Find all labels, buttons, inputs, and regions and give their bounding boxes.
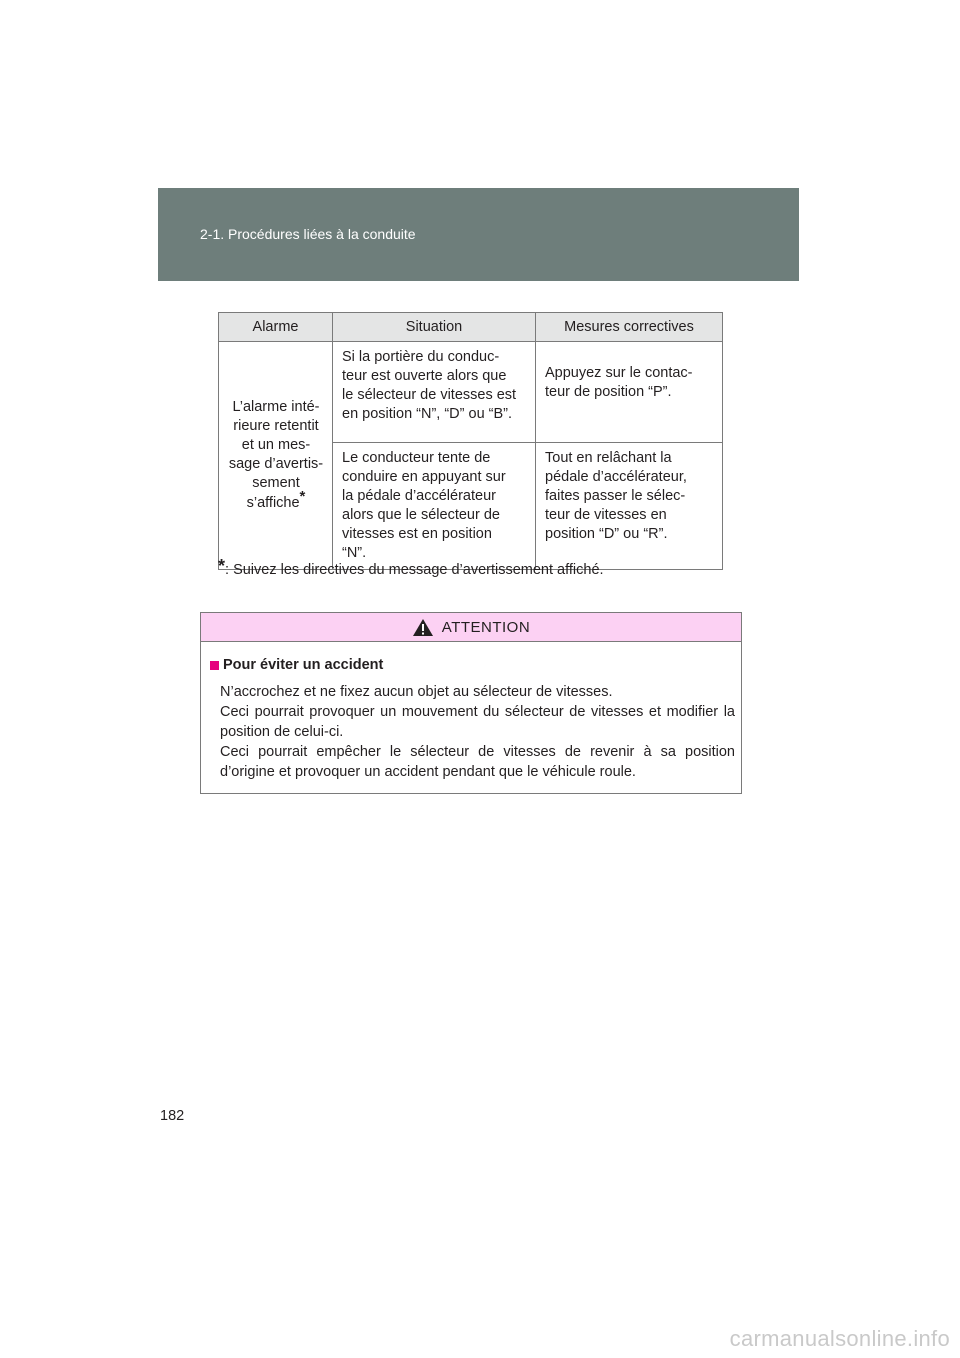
alarm-line: sement	[252, 475, 300, 491]
mesures-line: teur de position “P”.	[545, 384, 672, 400]
warning-subtitle-row	[210, 655, 735, 675]
situation-line: vitesses est en position	[342, 526, 492, 542]
situation-cell	[333, 443, 536, 570]
square-bullet-icon	[210, 661, 219, 670]
section-header-band	[158, 188, 799, 281]
footnote-text: : Suivez les directives du message d’avertissement affiché.	[225, 562, 604, 578]
warning-box	[200, 612, 742, 794]
situation-line: Le conducteur tente de	[342, 450, 491, 466]
situation-line: en position “N”, “D” ou “B”.	[342, 406, 513, 422]
mesures-line: position “D” ou “R”.	[545, 526, 668, 542]
warning-body	[201, 642, 741, 782]
warning-triangle-icon	[412, 618, 434, 637]
alarm-line: L’alarme inté-	[232, 399, 320, 415]
alarm-line: sage d’avertis-	[228, 456, 324, 472]
alarm-line: rieure retentit	[233, 418, 319, 434]
situation-line: le sélecteur de vitesses est	[342, 387, 517, 403]
table-row	[219, 342, 723, 443]
warning-paragraphs	[220, 682, 735, 782]
warning-title: ATTENTION	[441, 618, 531, 636]
mesures-line: faites passer le sélec-	[545, 488, 686, 504]
alarm-table	[218, 312, 723, 570]
warning-subtitle: Pour éviter un accident	[223, 657, 384, 673]
warning-paragraph: N’accrochez et ne fixez aucun objet au sélecteur de vitesses.	[220, 684, 613, 700]
column-header-mesures: Mesures correctives	[536, 313, 723, 342]
table-header-row	[219, 313, 723, 342]
watermark: carmanualsonline.info	[729, 1326, 950, 1351]
section-title: 2-1. Procédures liées à la conduite	[200, 226, 416, 242]
column-header-situation: Situation	[333, 313, 536, 342]
footnote-mark: *	[218, 556, 226, 576]
mesures-line: teur de vitesses en	[545, 507, 667, 523]
warning-paragraph: Ceci pourrait provoquer un mouvement du sélecteur de vitesses et modifier la position de celui-ci.	[220, 704, 735, 740]
mesures-cell	[536, 443, 723, 570]
situation-line: conduire en appuyant sur	[342, 469, 506, 485]
situation-line: “N”.	[342, 545, 367, 561]
situation-line: teur est ouverte alors que	[342, 368, 507, 384]
warning-header	[201, 613, 741, 642]
footnote-mark: *	[299, 488, 306, 505]
column-header-alarme: Alarme	[219, 313, 333, 342]
mesures-line: pédale d’accélérateur,	[545, 469, 687, 485]
situation-cell	[333, 342, 536, 443]
mesures-line: Tout en relâchant la	[545, 450, 672, 466]
alarm-line: s’affiche	[246, 495, 300, 511]
situation-line: Si la portière du conduc-	[342, 349, 500, 365]
page-number: 182	[160, 1108, 185, 1124]
mesures-line: Appuyez sur le contac-	[545, 365, 693, 381]
mesures-cell	[536, 342, 723, 443]
situation-line: la pédale d’accélérateur	[342, 488, 496, 504]
alarm-line: et un mes-	[241, 437, 311, 453]
warning-paragraph: Ceci pourrait empêcher le sélecteur de vitesses de revenir à sa position d’origine et provoquer un accident pendant que le véhicule roule.	[220, 744, 735, 780]
footnote	[218, 558, 604, 579]
alarm-cell	[219, 342, 333, 570]
situation-line: alors que le sélecteur de	[342, 507, 500, 523]
